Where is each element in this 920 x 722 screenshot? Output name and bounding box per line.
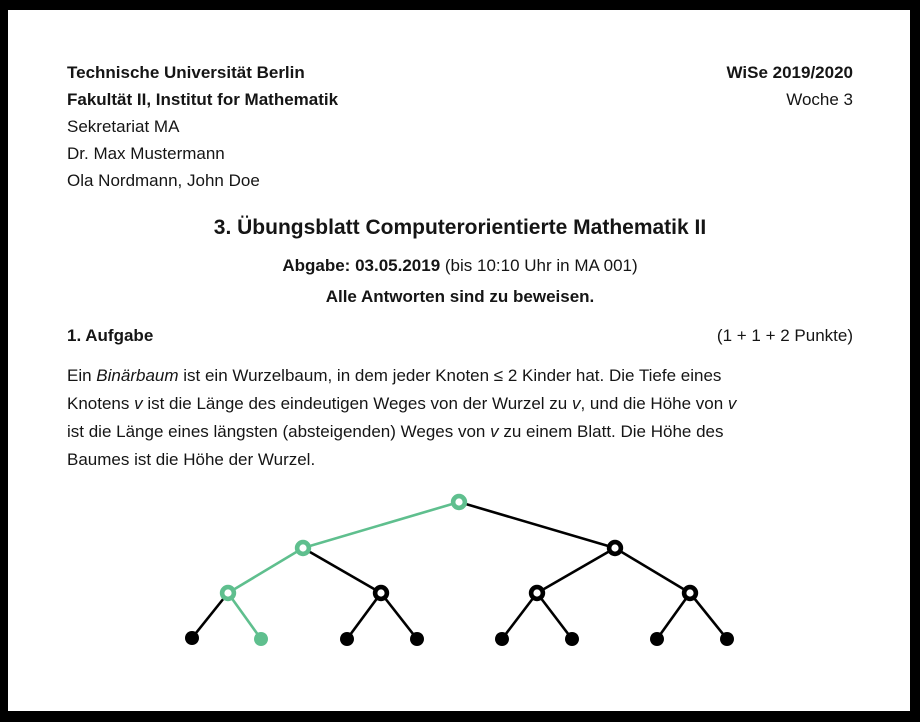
header-right (727, 59, 854, 113)
exercise-text-line: ist die Länge eines längsten (absteigenden) Weges von v zu einem Blatt. Die Höhe des (67, 422, 724, 441)
proof-note: Alle Antworten sind zu beweisen. (325, 287, 595, 306)
exercise-header-row (67, 322, 853, 349)
exercise-points: (1 + 1 + 2 Punkte) (716, 326, 853, 345)
header-right-line: WiSe 2019/2020 (726, 63, 853, 82)
header-left-line: Technische Universität Berlin (67, 63, 305, 82)
deadline-date: Abgabe: 03.05.2019 (282, 256, 441, 275)
header-left-line: Fakultät II, Institut for Mathematik (67, 90, 339, 109)
header-left (67, 59, 338, 194)
exercise-text (67, 362, 862, 474)
deadline-details: (bis 10:10 Uhr in MA 001) (440, 256, 638, 275)
header-left-line: Sekretariat MA (67, 117, 180, 136)
header-left-line: Ola Nordmann, John Doe (67, 171, 260, 190)
header-right-line: Woche 3 (786, 90, 853, 109)
exercise-text-line: Ein Binärbaum ist ein Wurzelbaum, in dem jeder Knoten ≤ 2 Kinder hat. Die Tiefe eines (67, 366, 722, 385)
exercise-text-line: Knotens v ist die Länge des eindeutigen Weges von der Wurzel zu v, und die Höhe von v (67, 394, 737, 413)
sheet-title: 3. Übungsblatt Computerorientierte Mathematik II (213, 216, 707, 239)
header-left-line: Dr. Max Mustermann (67, 144, 225, 163)
exercise-heading: 1. Aufgabe (67, 326, 154, 345)
deadline-line (0, 252, 920, 279)
exercise-text-line: Baumes ist die Höhe der Wurzel. (67, 450, 316, 469)
